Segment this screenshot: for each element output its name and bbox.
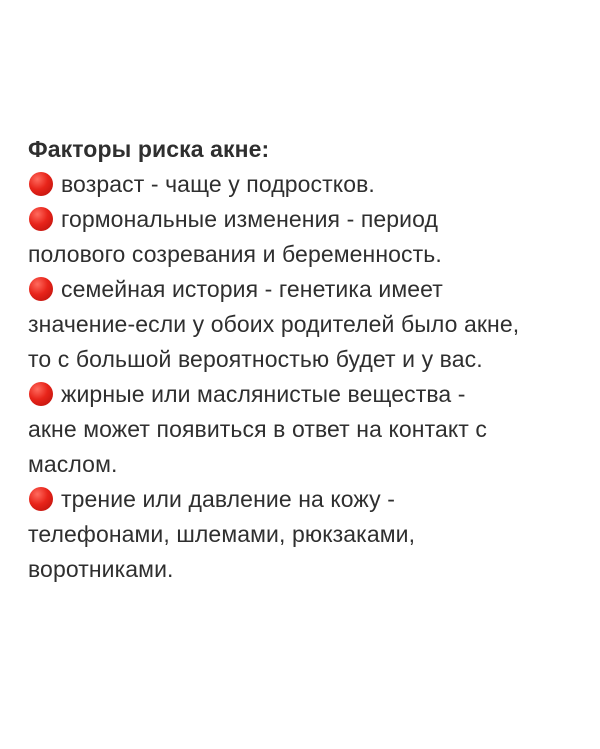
item-line: то с большой вероятностью будет и у вас. (28, 346, 483, 372)
item-line: возраст - чаще у подростков. (61, 171, 375, 197)
list-item (28, 167, 576, 202)
item-line: воротниками. (28, 556, 174, 582)
item-line: жирные или маслянистые вещества - (61, 381, 466, 407)
red-circle-icon (29, 382, 53, 406)
list-item (28, 377, 576, 482)
red-circle-icon (29, 207, 53, 231)
list-item (28, 272, 576, 377)
item-line: гормональные изменения - период (61, 206, 439, 232)
list-item (28, 202, 576, 272)
item-line: значение-если у обоих родителей было акне, (28, 311, 520, 337)
title: Факторы риска акне: (28, 136, 270, 162)
item-line: акне может появиться в ответ на контакт с (28, 416, 488, 442)
item-line: маслом. (28, 451, 118, 477)
item-line: телефонами, шлемами, рюкзаками, (28, 521, 416, 547)
item-line: полового созревания и беременность. (28, 241, 442, 267)
item-line: семейная история - генетика имеет (61, 276, 443, 302)
red-circle-icon (29, 172, 53, 196)
list-item (28, 482, 576, 587)
item-line: трение или давление на кожу - (61, 486, 396, 512)
red-circle-icon (29, 487, 53, 511)
red-circle-icon (29, 277, 53, 301)
acne-risk-factors-text (28, 132, 576, 587)
